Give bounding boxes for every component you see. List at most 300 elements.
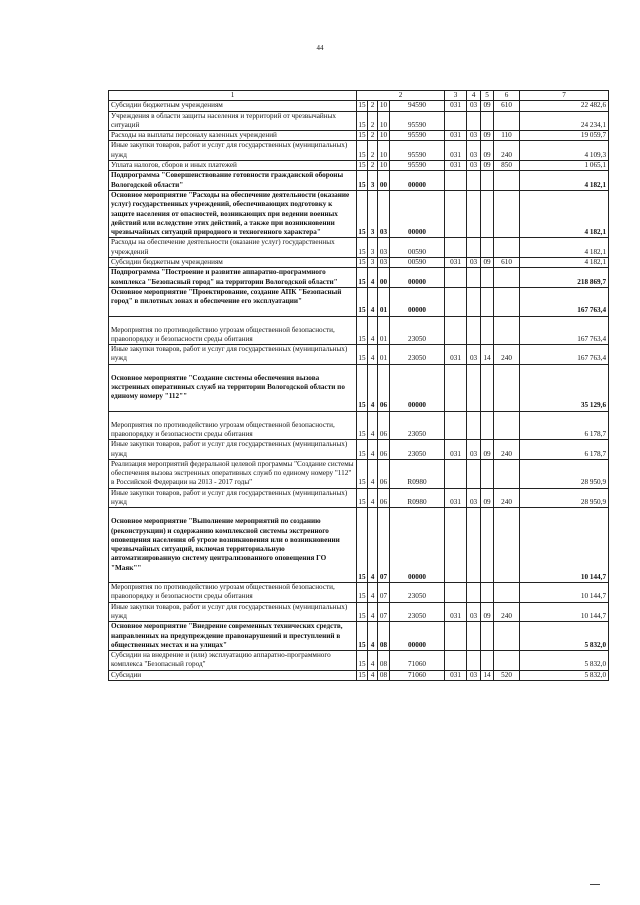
code-cell-a: 15 — [357, 316, 368, 345]
code-cell-g — [481, 364, 494, 411]
code-cell-d: 00000 — [390, 622, 445, 651]
table-row — [109, 101, 609, 111]
row-name: Основное мероприятие "Создание системы обеспечения вызова экстренных оперативных служб на территории Вологодской области по единому номеру "112"" — [111, 373, 345, 401]
table-row — [109, 161, 609, 171]
code-cell-e — [445, 287, 467, 316]
code-cell-b: 4 — [368, 670, 378, 680]
code-cell-g — [481, 583, 494, 603]
code-cell-g — [481, 622, 494, 651]
code-cell-g: 09 — [481, 440, 494, 460]
code-cell-f — [467, 238, 481, 258]
table-row — [109, 238, 609, 258]
code-cell-f: 03 — [467, 141, 481, 161]
code-cell-b: 4 — [368, 508, 378, 583]
code-cell-e: 031 — [445, 131, 467, 141]
code-cell-e — [445, 268, 467, 288]
code-cell-e — [445, 651, 467, 671]
code-cell-g — [481, 287, 494, 316]
amount-cell: 6 178,7 — [520, 440, 609, 460]
code-cell-a: 15 — [357, 440, 368, 460]
code-cell-c: 00 — [378, 268, 390, 288]
code-cell-b: 4 — [368, 651, 378, 671]
row-name: Мероприятия по противодействию угрозам общественной безопасности, правопорядку и безопасности среды обитания — [111, 325, 335, 343]
table-row — [109, 411, 609, 440]
code-cell-f — [467, 364, 481, 411]
code-cell-a: 15 — [357, 268, 368, 288]
amount-cell: 10 144,7 — [520, 602, 609, 622]
code-cell-g: 09 — [481, 488, 494, 508]
code-cell-e — [445, 459, 467, 488]
code-cell-g: 09 — [481, 131, 494, 141]
amount-cell: 5 832,0 — [520, 622, 609, 651]
row-name-cell — [109, 161, 357, 171]
header-cell: 4 — [467, 91, 481, 101]
row-name: Основное мероприятие "Проектирование, создание АПК "Безопасный город" в пилотных зонах и обеспечение его эксплуатации" — [111, 287, 342, 306]
code-cell-f — [467, 171, 481, 191]
code-cell-c: 06 — [378, 411, 390, 440]
table-row — [109, 459, 609, 488]
amount-cell: 4 182,1 — [520, 258, 609, 268]
row-name-cell — [109, 411, 357, 440]
code-cell-b: 2 — [368, 161, 378, 171]
code-cell-c: 08 — [378, 670, 390, 680]
code-cell-d: 95590 — [390, 161, 445, 171]
code-cell-c: 03 — [378, 258, 390, 268]
row-name-cell — [109, 238, 357, 258]
code-cell-e — [445, 411, 467, 440]
code-cell-f — [467, 111, 481, 131]
code-cell-a: 15 — [357, 238, 368, 258]
code-cell-a: 15 — [358, 258, 366, 267]
row-name-cell — [109, 287, 357, 316]
code-cell-c: 10 — [378, 111, 390, 131]
code-cell-d: 95590 — [390, 131, 445, 141]
code-cell-e — [445, 190, 467, 237]
code-cell-e: 031 — [445, 258, 467, 268]
amount-cell: 4 182,1 — [520, 238, 609, 258]
code-cell-g: 09 — [481, 141, 494, 161]
code-cell-g: 14 — [481, 345, 494, 365]
row-name: Субсидии бюджетным учреждениям — [111, 258, 223, 267]
code-cell-b: 2 — [368, 101, 378, 111]
code-cell-d: 71060 — [390, 670, 445, 680]
amount-cell: 10 144,7 — [520, 583, 609, 603]
code-cell-e — [445, 171, 467, 191]
code-cell-b: 4 — [368, 268, 378, 288]
table-row — [109, 583, 609, 603]
code-cell-g: 09 — [481, 258, 494, 268]
code-cell-e — [445, 622, 467, 651]
code-cell-g — [481, 411, 494, 440]
row-name-cell — [109, 622, 357, 651]
code-cell-h — [494, 171, 520, 191]
row-name: Иные закупки товаров, работ и услуг для государственных (муниципальных) нужд — [111, 602, 348, 620]
table-row — [109, 268, 609, 288]
row-name: Иные закупки товаров, работ и услуг для государственных (муниципальных) нужд — [111, 488, 348, 506]
code-cell-a: 15 — [358, 161, 366, 170]
row-name-cell — [109, 440, 357, 460]
code-cell-b: 3 — [368, 238, 378, 258]
code-cell-a: 15 — [357, 488, 368, 508]
code-cell-d: 00000 — [390, 171, 445, 191]
code-cell-e: 031 — [445, 440, 467, 460]
code-cell-h — [494, 287, 520, 316]
code-cell-f — [467, 651, 481, 671]
row-name: Субсидии бюджетным учреждениям — [111, 101, 223, 110]
code-cell-d: 00590 — [390, 238, 445, 258]
page-number: 44 — [316, 44, 324, 52]
code-cell-g — [481, 508, 494, 583]
code-cell-g — [481, 651, 494, 671]
code-cell-b: 2 — [368, 111, 378, 131]
table-row — [109, 602, 609, 622]
code-cell-d: 23050 — [390, 583, 445, 603]
code-cell-f — [467, 316, 481, 345]
corner-mark — [590, 884, 600, 885]
code-cell-g — [481, 459, 494, 488]
code-cell-g — [481, 316, 494, 345]
code-cell-g — [481, 238, 494, 258]
header-cell: 5 — [481, 91, 494, 101]
code-cell-c: 01 — [378, 316, 390, 345]
row-name: Основное мероприятие "Внедрение современных технических средств, направленных на предупреждение правонарушений и преступлений в общественных местах и на улицах" — [111, 622, 343, 649]
code-cell-d: 23050 — [390, 345, 445, 365]
code-cell-e — [445, 583, 467, 603]
code-cell-f: 03 — [467, 345, 481, 365]
amount-cell: 4 182,1 — [520, 171, 609, 191]
code-cell-h: 610 — [494, 258, 520, 268]
row-name: Расходы на обеспечение деятельности (оказание услуг) государственных учреждений — [111, 238, 335, 256]
code-cell-c: 08 — [378, 622, 390, 651]
table-row — [109, 111, 609, 131]
code-cell-h: 850 — [494, 161, 520, 171]
header-cell: 7 — [520, 91, 609, 101]
row-name: Основное мероприятие "Выполнение мероприятий по созданию (реконструкции) и содержанию комплексной системы экстренного оповещения населения об угрозе возникновения или о возникновении чрезвычайных ситуаций, включая территориальную автоматизированную систему централизованного оповещения ГО "Маяк"" — [111, 517, 340, 572]
code-cell-a: 15 — [357, 171, 368, 191]
code-cell-g: 14 — [481, 670, 494, 680]
amount-cell: 5 832,0 — [520, 651, 609, 671]
code-cell-b: 2 — [368, 131, 378, 141]
code-cell-f — [467, 268, 481, 288]
amount-cell: 1 065,1 — [520, 161, 609, 171]
code-cell-h — [494, 583, 520, 603]
row-name: Мероприятия по противодействию угрозам общественной безопасности, правопорядку и безопасности среды обитания — [111, 583, 335, 601]
row-gap — [111, 307, 354, 316]
code-cell-f: 03 — [467, 602, 481, 622]
row-name-cell — [109, 670, 357, 680]
code-cell-c: 10 — [378, 131, 390, 141]
code-cell-b: 4 — [368, 287, 378, 316]
row-name: Субсидии на внедрение и (или) эксплуатацию аппаратно-программного комплекса "Безопасный город" — [111, 651, 331, 669]
code-cell-h: 110 — [494, 131, 520, 141]
row-name-cell — [109, 111, 357, 131]
code-cell-g: 09 — [481, 101, 494, 111]
row-name-cell — [109, 602, 357, 622]
code-cell-f: 03 — [467, 101, 481, 111]
code-cell-d: R0980 — [390, 459, 445, 488]
code-cell-b: 4 — [368, 411, 378, 440]
row-name-cell — [109, 268, 357, 288]
amount-cell: 5 832,0 — [520, 670, 609, 680]
code-cell-d: 00000 — [390, 287, 445, 316]
code-cell-h — [494, 316, 520, 345]
code-cell-h — [494, 268, 520, 288]
code-cell-h — [494, 238, 520, 258]
amount-cell: 167 763,4 — [520, 345, 609, 365]
code-cell-h: 610 — [494, 101, 520, 111]
header-cell: 6 — [494, 91, 520, 101]
row-name-cell — [109, 171, 357, 191]
code-cell-b: 2 — [368, 141, 378, 161]
header-cell: 1 — [109, 91, 357, 101]
row-name-cell — [109, 459, 357, 488]
amount-cell: 28 950,9 — [520, 459, 609, 488]
table-row — [109, 670, 609, 680]
code-cell-a: 15 — [358, 670, 366, 679]
code-cell-c: 07 — [378, 508, 390, 583]
code-cell-c: 01 — [378, 345, 390, 365]
code-cell-f — [467, 459, 481, 488]
code-cell-h — [494, 622, 520, 651]
code-cell-a: 15 — [357, 411, 368, 440]
code-cell-f — [467, 190, 481, 237]
table-row — [109, 190, 609, 237]
code-cell-h: 240 — [494, 345, 520, 365]
table-row — [109, 141, 609, 161]
code-cell-d: 95590 — [390, 141, 445, 161]
row-name: Расходы на выплаты персоналу казенных учреждений — [111, 131, 277, 140]
code-cell-a: 15 — [357, 141, 368, 161]
row-name-cell — [109, 364, 357, 411]
code-cell-e — [445, 111, 467, 131]
table-row — [109, 440, 609, 460]
amount-cell: 167 763,4 — [520, 287, 609, 316]
row-name-cell — [109, 345, 357, 365]
row-name: Субсидии — [111, 670, 142, 679]
code-cell-g: 09 — [481, 602, 494, 622]
code-cell-d: R0980 — [390, 488, 445, 508]
code-cell-c: 06 — [378, 488, 390, 508]
row-name: Иные закупки товаров, работ и услуг для государственных (муниципальных) нужд — [111, 141, 348, 159]
code-cell-e — [445, 316, 467, 345]
code-cell-g — [481, 111, 494, 131]
code-cell-a: 15 — [357, 190, 368, 237]
code-cell-h: 240 — [494, 602, 520, 622]
code-cell-f: 03 — [467, 488, 481, 508]
code-cell-d: 00590 — [390, 258, 445, 268]
code-cell-d: 94590 — [390, 101, 445, 111]
amount-cell: 22 482,6 — [520, 101, 609, 111]
code-cell-d: 23050 — [390, 316, 445, 345]
code-cell-g — [481, 171, 494, 191]
amount-cell: 10 144,7 — [520, 508, 609, 583]
code-cell-h — [494, 651, 520, 671]
row-name-cell — [109, 131, 357, 141]
amount-cell: 6 178,7 — [520, 411, 609, 440]
table-row — [109, 651, 609, 671]
code-cell-d: 23050 — [390, 411, 445, 440]
row-name-cell — [109, 651, 357, 671]
code-cell-a: 15 — [358, 131, 366, 140]
code-cell-b: 4 — [368, 345, 378, 365]
row-gap — [111, 365, 354, 374]
header-cell: 3 — [445, 91, 467, 101]
code-cell-e — [445, 238, 467, 258]
code-cell-d: 00000 — [390, 268, 445, 288]
code-cell-d: 23050 — [390, 440, 445, 460]
amount-cell: 218 869,7 — [520, 268, 609, 288]
code-cell-h — [494, 508, 520, 583]
row-name-cell — [109, 316, 357, 345]
code-cell-e: 031 — [445, 161, 467, 171]
table-row — [109, 488, 609, 508]
code-cell-c: 07 — [378, 583, 390, 603]
code-cell-h: 240 — [494, 488, 520, 508]
row-name-cell — [109, 583, 357, 603]
code-cell-b: 4 — [368, 622, 378, 651]
code-cell-c: 10 — [378, 141, 390, 161]
code-cell-h — [494, 364, 520, 411]
code-cell-e: 031 — [445, 670, 467, 680]
code-cell-a: 15 — [357, 583, 368, 603]
code-cell-e — [445, 364, 467, 411]
code-cell-e: 031 — [445, 345, 467, 365]
amount-cell: 4 182,1 — [520, 190, 609, 237]
amount-cell: 28 950,9 — [520, 488, 609, 508]
code-cell-d: 95590 — [390, 111, 445, 131]
code-cell-a: 15 — [357, 602, 368, 622]
row-name: Реализация мероприятий федеральной целевой программы "Создание системы обеспечения вызова экстренных оперативных служб по единому номеру "112" в Российской Федерации на 2013 - 2017 годы" — [111, 459, 354, 487]
code-cell-e: 031 — [445, 488, 467, 508]
code-cell-a: 15 — [358, 101, 366, 110]
code-cell-b: 4 — [368, 459, 378, 488]
code-cell-h — [494, 190, 520, 237]
code-cell-b: 4 — [368, 316, 378, 345]
code-cell-g — [481, 268, 494, 288]
code-cell-b: 4 — [368, 583, 378, 603]
table-header-row — [109, 91, 609, 101]
code-cell-d: 71060 — [390, 651, 445, 671]
row-name-cell — [109, 141, 357, 161]
code-cell-h: 240 — [494, 141, 520, 161]
row-name: Иные закупки товаров, работ и услуг для государственных (муниципальных) нужд — [111, 345, 348, 363]
row-name: Подпрограмма "Построение и развитие аппаратно-программного комплекса "Безопасный город" на территории Вологодской области" — [111, 268, 338, 286]
code-cell-g — [481, 190, 494, 237]
row-name: Иные закупки товаров, работ и услуг для государственных (муниципальных) нужд — [111, 440, 348, 458]
code-cell-c: 06 — [378, 440, 390, 460]
code-cell-g: 09 — [481, 161, 494, 171]
row-gap — [111, 573, 354, 582]
code-cell-f — [467, 508, 481, 583]
code-cell-d: 00000 — [390, 508, 445, 583]
amount-cell: 167 763,4 — [520, 316, 609, 345]
code-cell-a: 15 — [357, 459, 368, 488]
row-name: Подпрограмма "Совершенствование готовности гражданской обороны Вологодской области" — [111, 171, 344, 189]
code-cell-c: 06 — [378, 459, 390, 488]
code-cell-f — [467, 287, 481, 316]
code-cell-f: 03 — [467, 258, 481, 268]
row-name: Уплата налогов, сборов и иных платежей — [111, 161, 237, 170]
code-cell-h — [494, 411, 520, 440]
amount-cell: 35 129,6 — [520, 364, 609, 411]
code-cell-c: 08 — [378, 651, 390, 671]
code-cell-d: 00000 — [390, 364, 445, 411]
code-cell-h: 240 — [494, 440, 520, 460]
code-cell-e — [445, 508, 467, 583]
amount-cell: 19 059,7 — [520, 131, 609, 141]
row-gap — [111, 412, 354, 421]
row-name: Мероприятия по противодействию угрозам общественной безопасности, правопорядку и безопасности среды обитания — [111, 420, 335, 438]
code-cell-f: 03 — [467, 440, 481, 460]
code-cell-a: 15 — [357, 287, 368, 316]
code-cell-c: 10 — [378, 161, 390, 171]
code-cell-f: 03 — [467, 161, 481, 171]
code-cell-d: 23050 — [390, 602, 445, 622]
code-cell-c: 03 — [378, 190, 390, 237]
code-cell-d: 00000 — [390, 190, 445, 237]
code-cell-a: 15 — [357, 622, 368, 651]
table-row — [109, 622, 609, 651]
code-cell-f — [467, 622, 481, 651]
code-cell-c: 10 — [378, 101, 390, 111]
code-cell-e: 031 — [445, 101, 467, 111]
code-cell-f: 03 — [467, 670, 481, 680]
code-cell-f: 03 — [467, 131, 481, 141]
code-cell-e: 031 — [445, 602, 467, 622]
row-name-cell — [109, 190, 357, 237]
row-name-cell — [109, 258, 357, 268]
amount-cell: 4 109,3 — [520, 141, 609, 161]
row-gap — [111, 317, 354, 326]
code-cell-c: 00 — [378, 171, 390, 191]
budget-table — [108, 90, 609, 681]
table-row — [109, 364, 609, 411]
code-cell-h: 520 — [494, 670, 520, 680]
code-cell-c: 03 — [378, 238, 390, 258]
code-cell-a: 15 — [357, 364, 368, 411]
table-row — [109, 287, 609, 316]
header-cell: 2 — [357, 91, 445, 101]
row-name: Основное мероприятие "Расходы на обеспечение деятельности (оказание услуг) государственных учреждений, обеспечивающих подготовку к защите населения от опасностей, возникающих при ведении военных действий или вследствие этих действий, а также при возникновении чрезвычайных ситуаций природного и техногенного характера" — [111, 190, 350, 237]
code-cell-b: 4 — [368, 440, 378, 460]
row-gap — [111, 402, 354, 411]
code-cell-b: 3 — [368, 258, 378, 268]
row-name-cell — [109, 508, 357, 583]
code-cell-a: 15 — [357, 111, 368, 131]
code-cell-b: 3 — [368, 171, 378, 191]
row-name-cell — [109, 488, 357, 508]
code-cell-c: 06 — [378, 364, 390, 411]
table-row — [109, 171, 609, 191]
code-cell-b: 4 — [368, 364, 378, 411]
row-name: Учреждения в области защиты населения и территорий от чрезвычайных ситуаций — [111, 111, 337, 129]
code-cell-b: 4 — [368, 488, 378, 508]
table-row — [109, 258, 609, 268]
code-cell-b: 4 — [368, 602, 378, 622]
code-cell-c: 01 — [378, 287, 390, 316]
row-gap — [111, 508, 354, 517]
code-cell-h — [494, 111, 520, 131]
code-cell-f — [467, 583, 481, 603]
code-cell-f — [467, 411, 481, 440]
code-cell-a: 15 — [357, 345, 368, 365]
code-cell-b: 3 — [368, 190, 378, 237]
code-cell-c: 07 — [378, 602, 390, 622]
code-cell-e: 031 — [445, 141, 467, 161]
code-cell-a: 15 — [357, 508, 368, 583]
code-cell-a: 15 — [357, 651, 368, 671]
table-body — [109, 101, 609, 681]
